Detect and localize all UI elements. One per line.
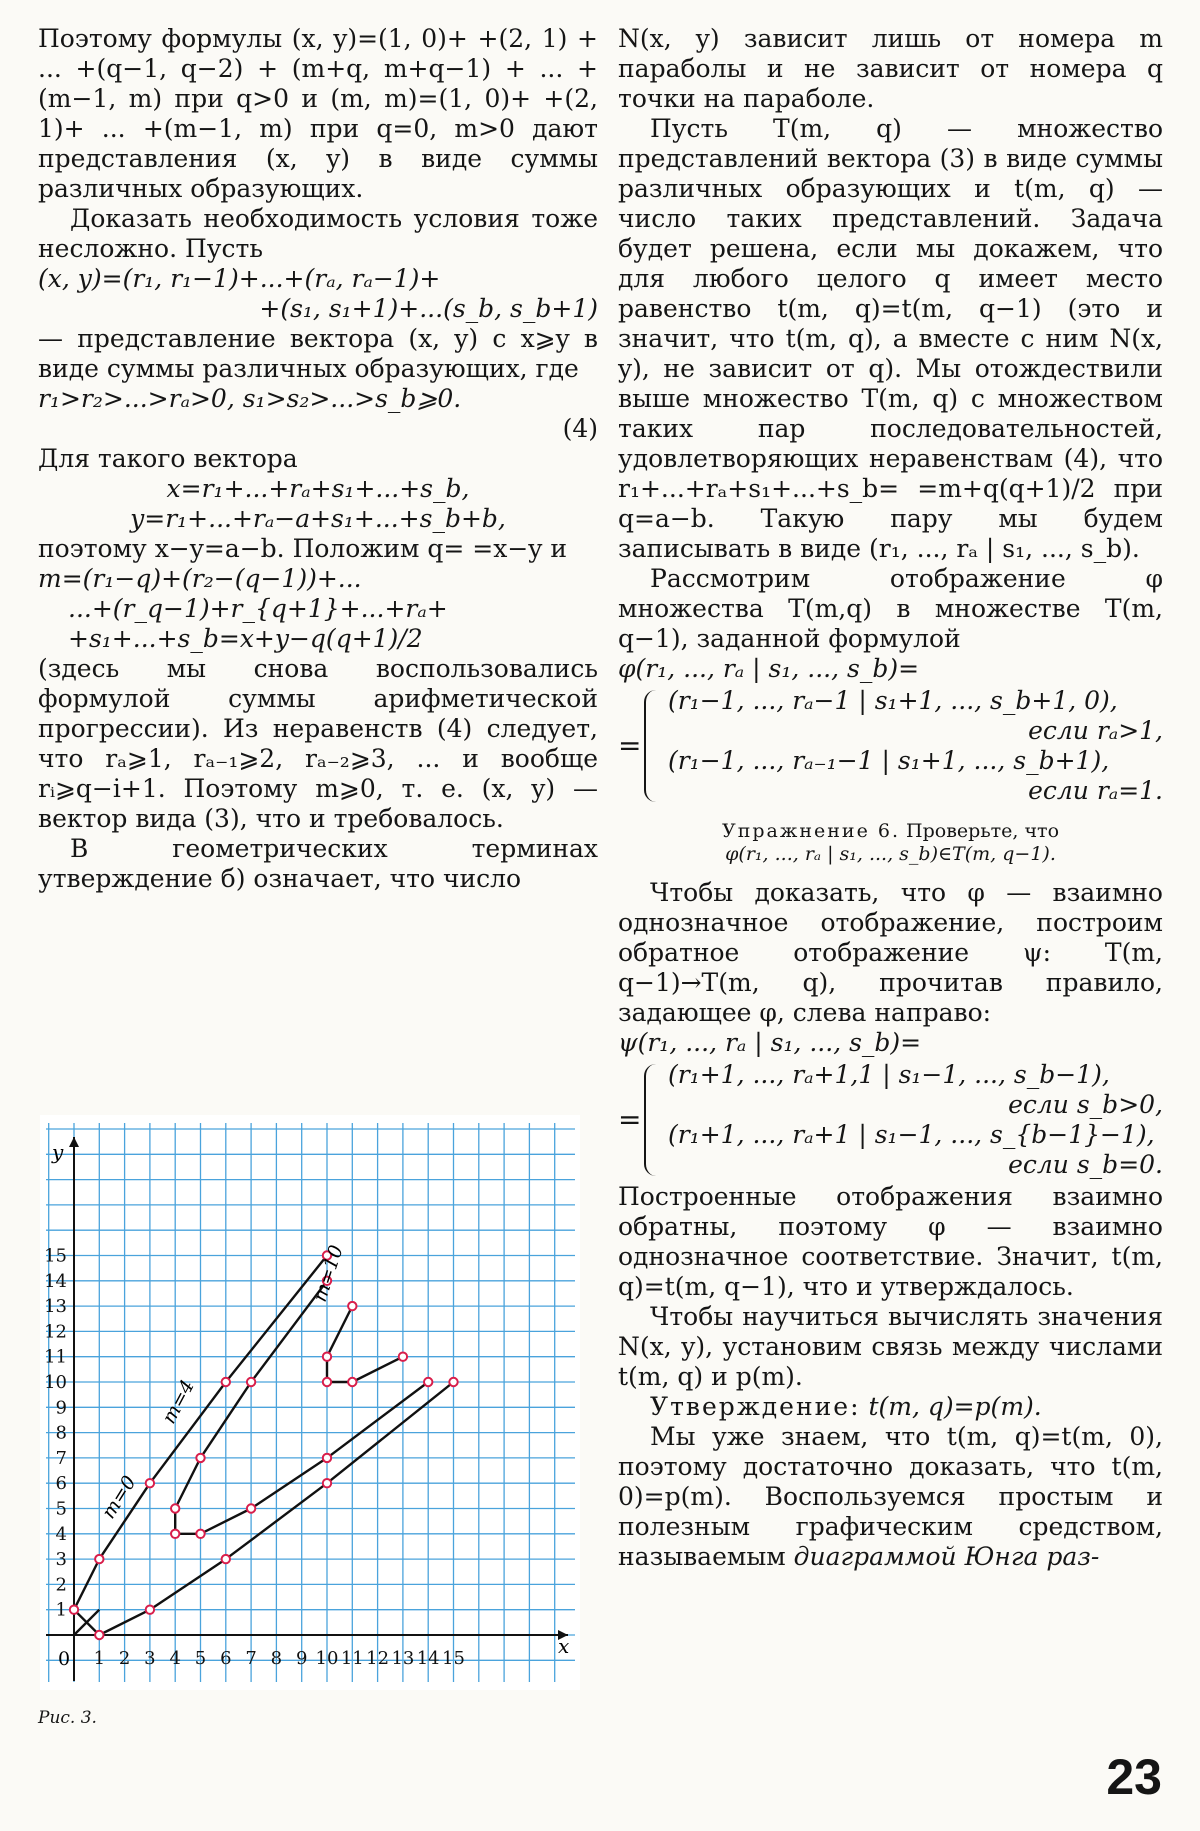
data-point — [247, 1378, 255, 1386]
data-point — [449, 1378, 457, 1386]
x-tick-label: 4 — [169, 1648, 181, 1669]
data-point — [196, 1530, 204, 1538]
left-column — [38, 24, 598, 894]
data-point — [323, 1353, 331, 1361]
data-point — [146, 1606, 154, 1614]
paragraph: В геометрических терминах утверждение б) означает, что число — [38, 834, 598, 893]
formula: ...+(r_q−1)+r_{q+1}+...+rₐ+ — [68, 594, 448, 623]
formula: +(s₁, s₁+1)+...(s_b, s_b+1) — [259, 294, 598, 323]
claim-formula: t(m, q)=p(m). — [868, 1392, 1042, 1421]
figure-caption: Рис. 3. — [38, 1708, 97, 1728]
brace-icon — [644, 1064, 658, 1176]
x-tick-label: 15 — [442, 1648, 465, 1669]
paragraph-text: Мы уже знаем, что t(m, q)=t(m, 0), поэтому достаточно доказать, что t(m, 0)=p(m). Воспользуемся простым и полезным графическим средством, называемым — [618, 1422, 1163, 1571]
exercise-formula: φ(r₁, ..., rₐ | s₁, ..., s_b)∈T(m, q−1). — [725, 843, 1056, 865]
y-tick-label: 11 — [44, 1346, 67, 1368]
data-point — [222, 1378, 230, 1386]
data-point — [171, 1504, 179, 1512]
formula: x=r₁+...+rₐ+s₁+...+s_b, — [166, 474, 470, 503]
data-point — [196, 1454, 204, 1462]
figure-background — [40, 1115, 580, 1690]
paragraph — [618, 1422, 1163, 1572]
emphasis: диаграммой Юнга раз- — [793, 1542, 1100, 1571]
formula: y=r₁+...+rₐ−a+s₁+...+s_b+b, — [130, 504, 506, 533]
y-tick-label: 1 — [55, 1599, 67, 1621]
x-tick-label: 9 — [295, 1648, 308, 1669]
equals-sign: = — [618, 1103, 642, 1136]
x-tick-label: 13 — [391, 1648, 415, 1669]
x-tick-label: 12 — [366, 1648, 390, 1669]
y-tick-label: 3 — [55, 1549, 67, 1571]
formula: m=(r₁−q)+(r₂−(q−1))+... — [38, 564, 362, 593]
x-tick-label: 3 — [144, 1648, 156, 1669]
x-tick-label: 5 — [194, 1648, 207, 1669]
paragraph: (здесь мы снова воспользовались формулой суммы арифметической прогрессии). Из неравенств (4) следует, что rₐ⩾1, rₐ₋₁⩾2, rₐ₋₂⩾3, ... и вообще rᵢ⩾q−i+1. Поэтому m⩾0, т. е. (x, y) — вектор вида (3), что и требовалось. — [38, 654, 598, 833]
data-point — [424, 1378, 432, 1386]
paragraph: Чтобы доказать, что φ — взаимно однозначное отображение, построим обратное отображение ψ: T(m, q−1)→T(m, q), прочитав правило, задающее φ, слева направо: — [618, 878, 1163, 1027]
data-point — [399, 1353, 407, 1361]
formula: (r₁−1, ..., rₐ₋₁−1 | s₁+1, ..., s_b+1), — [668, 746, 1110, 775]
claim-label: Утверждение: — [650, 1392, 861, 1421]
x-tick-label: 6 — [220, 1648, 232, 1669]
y-tick-label: 13 — [44, 1296, 67, 1318]
x-tick-label: 10 — [315, 1648, 339, 1669]
formula-condition: если rₐ>1, — [1028, 716, 1163, 745]
paragraph: — представление вектора (x, y) с x⩾y в виде суммы различных образующих, где — [38, 324, 598, 383]
paragraph: поэтому x−y=a−b. Положим q= =x−y и — [38, 534, 568, 563]
claim — [618, 1392, 1163, 1422]
y-tick-label: 8 — [55, 1422, 67, 1444]
formula: (r₁+1, ..., rₐ+1 | s₁−1, ..., s_{b−1}−1), — [668, 1120, 1155, 1149]
origin-label: 0 — [58, 1648, 71, 1670]
data-point — [323, 1479, 331, 1487]
formula: r₁>r₂>...>rₐ>0, s₁>s₂>...>s_b⩾0. — [38, 384, 462, 413]
exercise-6 — [618, 820, 1163, 866]
x-axis-label: x — [558, 1634, 570, 1658]
data-point — [323, 1378, 331, 1386]
data-point — [146, 1479, 154, 1487]
x-tick-label: 14 — [416, 1648, 440, 1669]
data-point — [95, 1631, 103, 1639]
exercise-text: Проверьте, что — [906, 820, 1060, 842]
paragraph: Для такого вектора — [38, 444, 298, 473]
formula: (x, y)=(r₁, r₁−1)+...+(rₐ, rₐ−1)+ — [38, 264, 441, 293]
paragraph: Пусть T(m, q) — множество представлений вектора (3) в виде суммы различных образующих и t(m, q) — число таких представлений. Задача будет решена, если мы докажем, что для любого целого q имеет место равенство t(m, q)=t(m, q−1) (это и значит, что t(m, q), а вместе с ним N(x, y), не зависит от q). Мы отождествили выше множество T(m, q) с множеством таких пар последовательностей, удовлетворяющих неравенствам (4), что r₁+...+rₐ+s₁+...+s_b= =m+q(q+1)/2 при q=a−b. Такую пару мы будем записывать в виде (r₁, ..., rₐ | s₁, ..., s_b). — [618, 114, 1163, 563]
formula: +s₁+...+s_b=x+y−q(q+1)/2 — [68, 624, 423, 653]
piecewise-psi — [618, 1060, 1163, 1180]
formula: φ(r₁, ..., rₐ | s₁, ..., s_b)= — [618, 654, 920, 683]
paragraph: Чтобы научиться вычислять значения N(x, y), установим связь между числами t(m, q) и p(m). — [618, 1302, 1163, 1391]
data-point — [171, 1530, 179, 1538]
x-tick-label: 7 — [245, 1648, 257, 1669]
paragraph: Построенные отображения взаимно обратны, поэтому φ — взаимно однозначное соответствие. Значит, t(m, q)=t(m, q−1), что и утверждалось. — [618, 1182, 1163, 1301]
figure-parabolas-graph — [40, 1115, 580, 1690]
y-tick-label: 9 — [55, 1397, 67, 1419]
y-tick-label: 15 — [44, 1245, 67, 1267]
data-point — [70, 1606, 78, 1614]
x-tick-label: 2 — [118, 1648, 131, 1669]
y-tick-label: 10 — [44, 1372, 67, 1393]
paragraph: Поэтому формулы (x, y)=(1, 0)+ +(2, 1) + ... +(q−1, q−2) + (m+q, m+q−1) + ... +(m−1, m) при q>0 и (m, m)=(1, 0)+ +(2, 1)+ ... +(m−1, m) при q=0, m>0 дают представления (x, y) в виде суммы различных образующих. — [38, 24, 598, 203]
exercise-label: Упражнение 6. — [721, 820, 900, 842]
curve-label-m10: m=10 — [308, 1242, 348, 1305]
right-column — [618, 24, 1163, 1572]
equation-number: (4) — [562, 414, 598, 443]
paragraph: Рассмотрим отображение φ множества T(m,q) в множестве T(m, q−1), заданной формулой — [618, 564, 1163, 653]
formula-condition: если s_b=0. — [1008, 1150, 1163, 1179]
data-point — [348, 1302, 356, 1310]
x-tick-label: 11 — [340, 1648, 364, 1669]
y-tick-label: 7 — [55, 1447, 67, 1469]
y-tick-label: 2 — [55, 1574, 67, 1596]
curve-label-m0: m=0 — [97, 1471, 141, 1523]
y-tick-label: 6 — [55, 1473, 67, 1495]
y-tick-label: 4 — [55, 1523, 67, 1545]
piecewise-phi — [618, 686, 1163, 806]
formula: ψ(r₁, ..., rₐ | s₁, ..., s_b)= — [618, 1028, 922, 1057]
brace-icon — [644, 690, 658, 802]
y-tick-label: 14 — [44, 1270, 67, 1292]
y-axis-label: y — [52, 1140, 64, 1164]
paragraph: N(x, y) зависит лишь от номера m параболы и не зависит от номера q точки на параболе. — [618, 24, 1163, 113]
data-point — [222, 1555, 230, 1563]
curve-label-m4: m=4 — [157, 1376, 200, 1428]
formula-condition: если rₐ=1. — [1028, 776, 1163, 805]
x-tick-label: 1 — [93, 1648, 106, 1669]
y-tick-label: 12 — [44, 1321, 67, 1343]
y-tick-label: 5 — [55, 1498, 67, 1520]
page-number: 23 — [1106, 1749, 1162, 1805]
formula: (r₁−1, ..., rₐ−1 | s₁+1, ..., s_b+1, 0), — [668, 686, 1118, 715]
x-tick-label: 8 — [270, 1648, 283, 1669]
data-point — [247, 1504, 255, 1512]
paragraph: Доказать необходимость условия тоже несложно. Пусть — [38, 204, 598, 263]
data-point — [95, 1555, 103, 1563]
data-point — [323, 1454, 331, 1462]
formula-condition: если s_b>0, — [1008, 1090, 1163, 1119]
equals-sign: = — [618, 729, 642, 762]
data-point — [348, 1378, 356, 1386]
formula: (r₁+1, ..., rₐ+1,1 | s₁−1, ..., s_b−1), — [668, 1060, 1110, 1089]
